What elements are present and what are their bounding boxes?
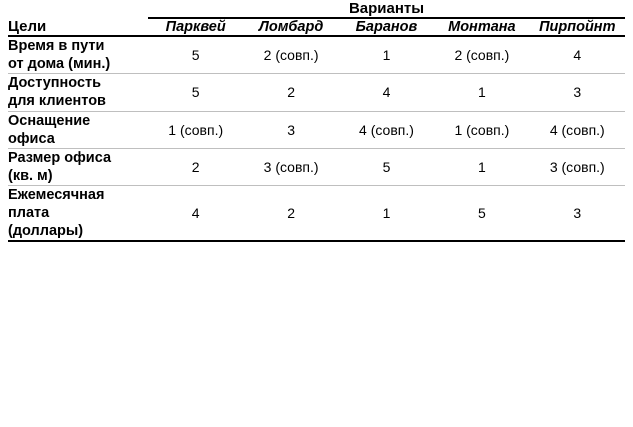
group-header-variants: Варианты: [148, 0, 625, 18]
table-cell: 1 (совп.): [434, 111, 529, 148]
table-cell: 5: [339, 148, 434, 185]
row-label-line: офиса: [8, 130, 55, 147]
table-cell: 3: [530, 186, 625, 242]
table-cell: 1: [434, 148, 529, 185]
row-label-line: Доступность: [8, 75, 102, 92]
table-cell: 5: [148, 74, 243, 111]
group-header-row: [8, 0, 625, 18]
row-label-line: Время в пути: [8, 38, 105, 54]
row-header-goals: Цели: [8, 18, 148, 36]
table-cell: 2: [243, 74, 338, 111]
table-cell: 4: [530, 36, 625, 74]
table-cell: 5: [148, 36, 243, 74]
row-label-line: (доллары): [8, 223, 84, 240]
column-header-2: Баранов: [339, 18, 434, 36]
table-cell: 3: [530, 74, 625, 111]
row-label-line: для клиентов: [8, 93, 106, 110]
row-label-line: плата: [8, 205, 50, 222]
table-cell: 2 (совп.): [434, 36, 529, 74]
table-row: [8, 148, 625, 185]
column-header-1: Ломбард: [243, 18, 338, 36]
table-cell: 1: [339, 36, 434, 74]
table-cell: 3: [243, 111, 338, 148]
table-cell: 3 (совп.): [530, 148, 625, 185]
table-cell: 4 (совп.): [530, 111, 625, 148]
column-header-0: Парквей: [148, 18, 243, 36]
table-cell: 4 (совп.): [339, 111, 434, 148]
group-header-spacer: [8, 0, 148, 18]
row-label-office-equipment: [8, 111, 148, 148]
row-label-monthly-fee: [8, 186, 148, 242]
row-label-office-size: [8, 148, 148, 185]
table-cell: 2 (совп.): [243, 36, 338, 74]
table-cell: 1: [434, 74, 529, 111]
table-row: [8, 74, 625, 111]
table-cell: 4: [339, 74, 434, 111]
table-cell: 1 (совп.): [148, 111, 243, 148]
table-cell: 2: [148, 148, 243, 185]
column-header-4: Пирпойнт: [530, 18, 625, 36]
row-label-line: Ежемесячная: [8, 187, 105, 203]
row-label-client-access: [8, 74, 148, 111]
table-cell: 1: [339, 186, 434, 242]
table-row: [8, 186, 625, 242]
row-label-line: от дома (мин.): [8, 56, 111, 73]
column-header-row: [8, 18, 625, 36]
column-header-3: Монтана: [434, 18, 529, 36]
table-row: [8, 111, 625, 148]
row-label-line: Оснащение: [8, 112, 91, 129]
table-cell: 5: [434, 186, 529, 242]
table-header: [8, 0, 625, 36]
row-label-line: (кв. м): [8, 167, 53, 184]
row-label-travel-time: [8, 36, 148, 74]
table-cell: 2: [243, 186, 338, 242]
decision-matrix-table: [8, 0, 625, 242]
table-cell: 4: [148, 186, 243, 242]
row-label-line: Размер офиса: [8, 149, 112, 166]
table-row: [8, 36, 625, 74]
table-body: [8, 36, 625, 241]
table-cell: 3 (совп.): [243, 148, 338, 185]
